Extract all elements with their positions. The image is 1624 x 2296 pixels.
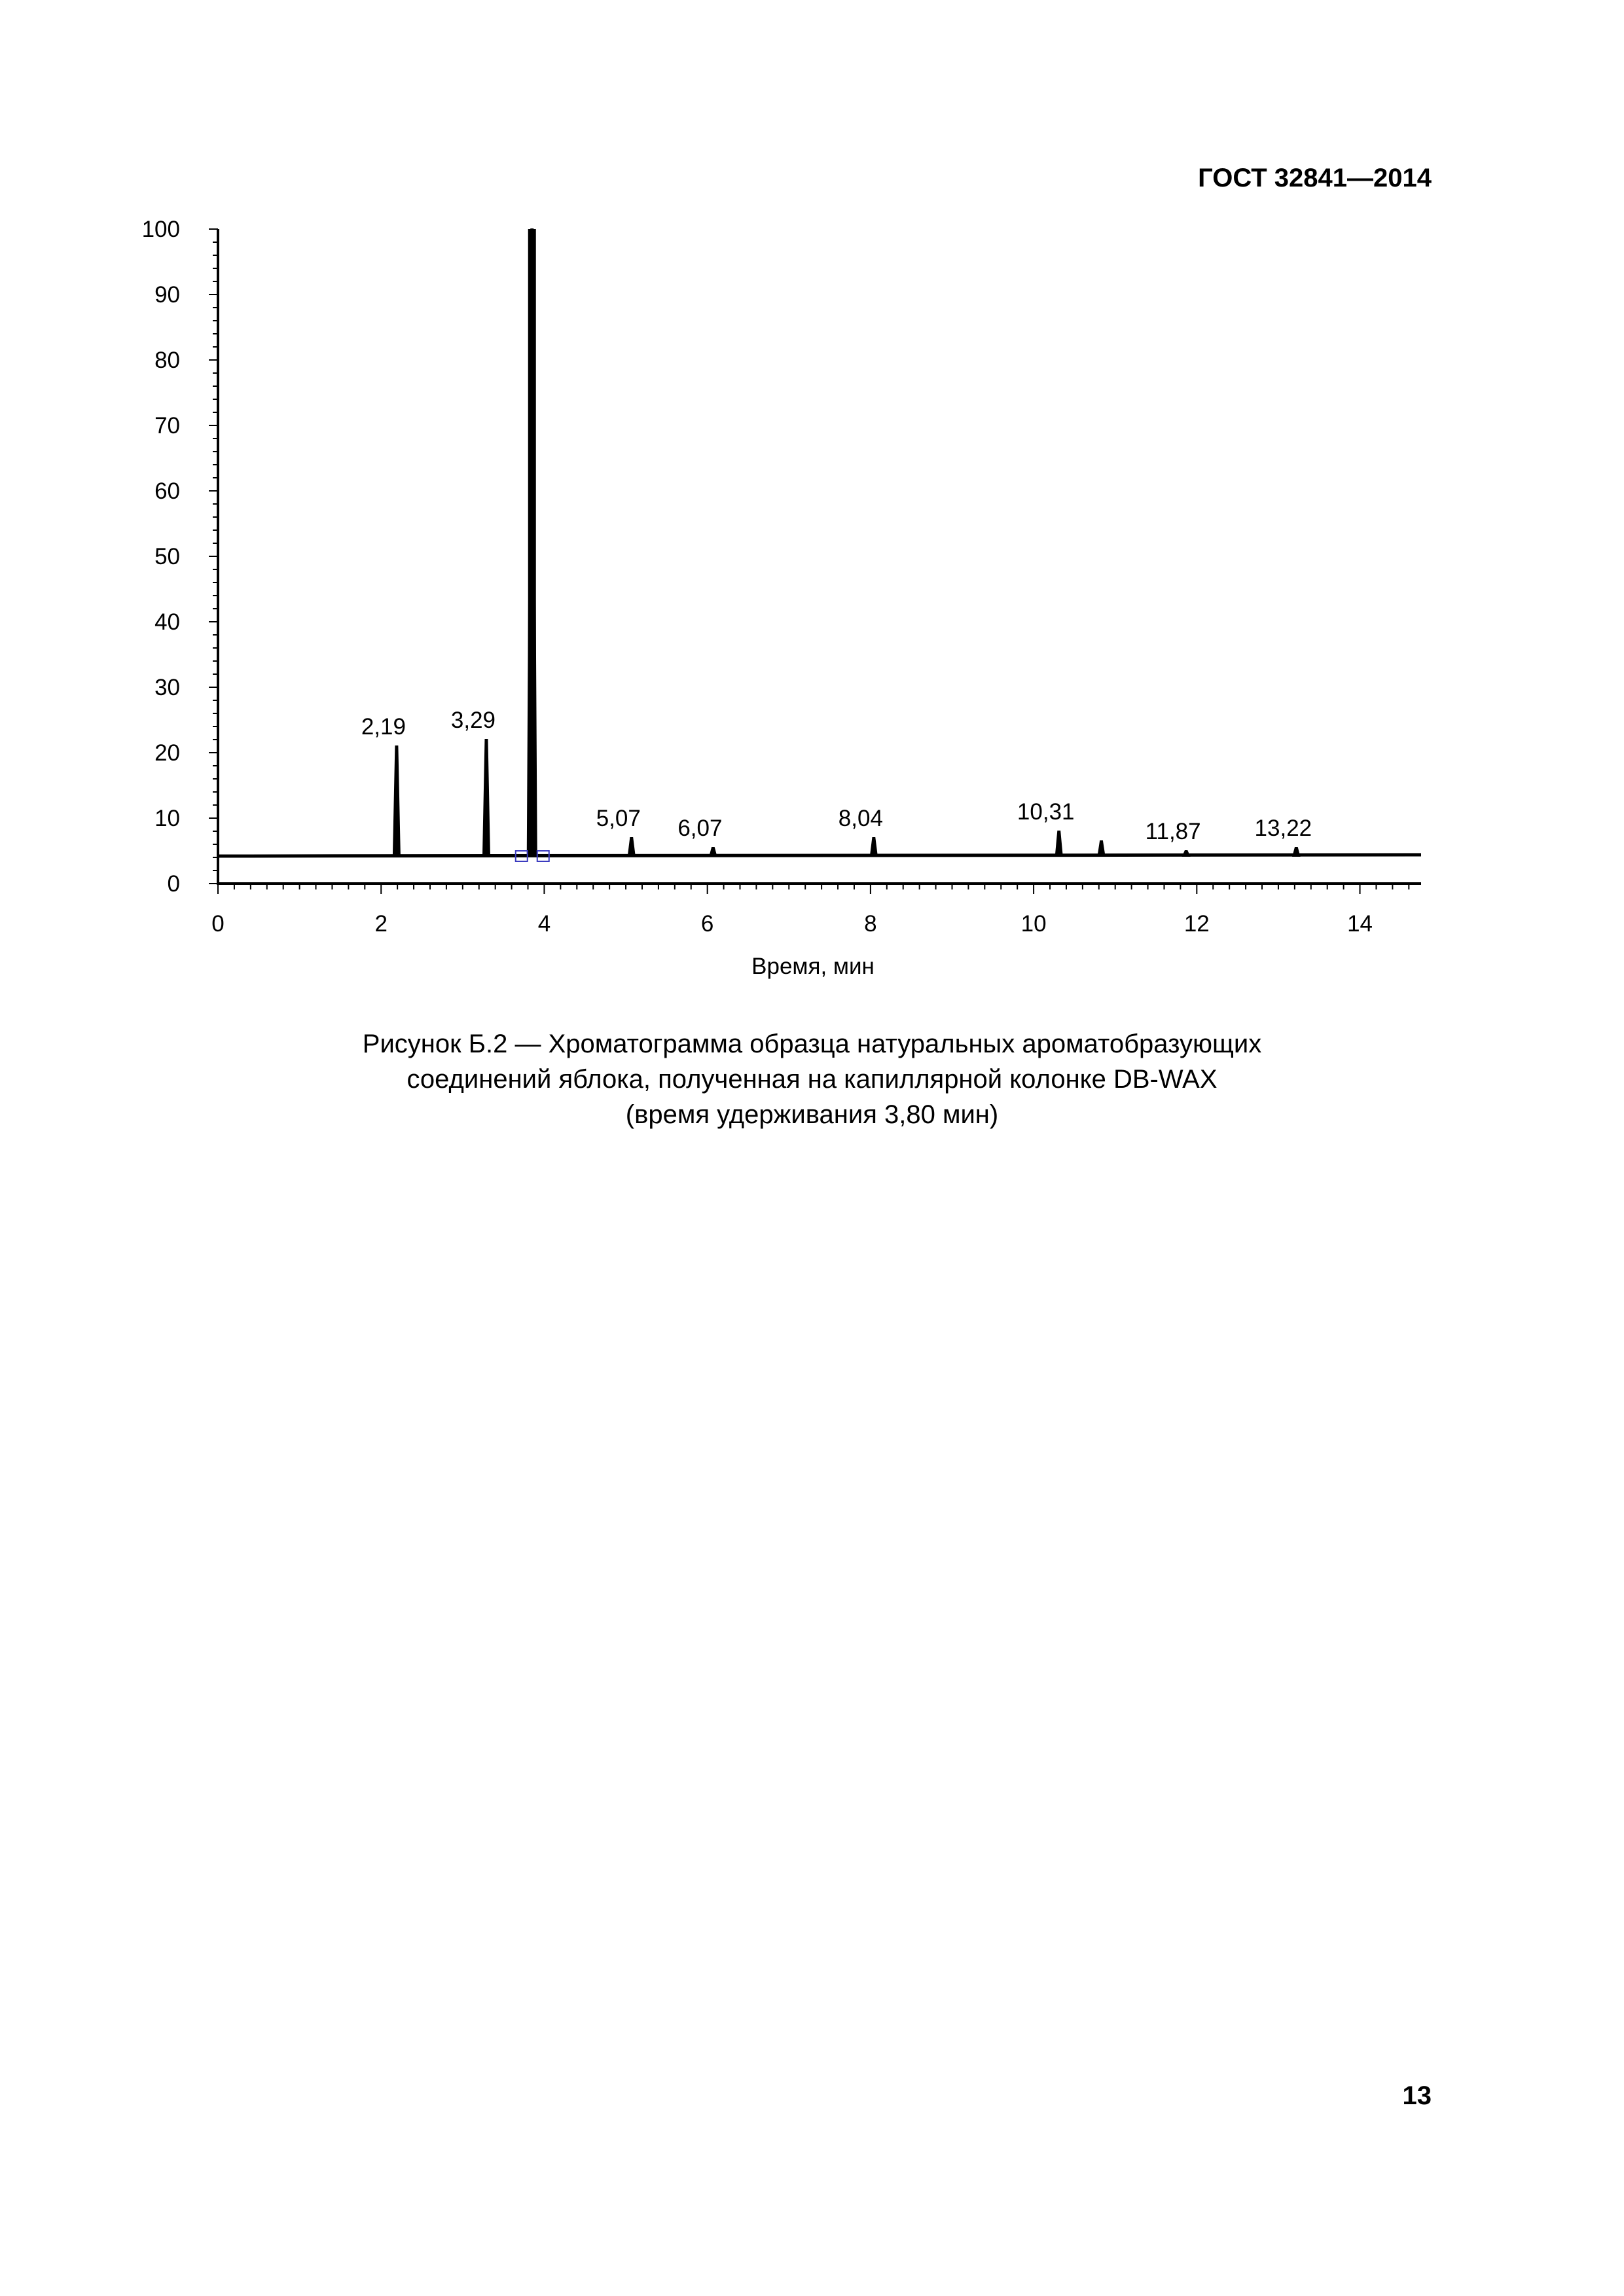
caption-line-1: Рисунок Б.2 — Хроматограмма образца натуральных ароматобразующих — [362, 1030, 1262, 1058]
y-tick-label: 70 — [154, 413, 180, 439]
caption-line-2: соединений яблока, полученная на капиллярной колонке DB-WAX — [406, 1065, 1218, 1094]
peak-label: 8,04 — [838, 806, 883, 831]
y-tick-label: 0 — [167, 871, 180, 897]
peak-7 — [1056, 831, 1062, 856]
figure-caption — [0, 1026, 1624, 1132]
peak-4 — [628, 838, 635, 856]
peak-9 — [1183, 851, 1189, 856]
chromatogram-chart — [0, 0, 1624, 995]
x-tick-label: 12 — [1183, 911, 1210, 937]
y-tick-label: 100 — [141, 217, 180, 242]
y-tick-label: 50 — [154, 544, 180, 569]
peak-label: 10,31 — [1017, 799, 1075, 825]
y-tick-label: 10 — [154, 806, 180, 831]
peak-label: 6,07 — [677, 816, 723, 841]
page-number: 13 — [1402, 2081, 1432, 2110]
y-tick-label: 40 — [154, 609, 180, 635]
peak-2 — [483, 740, 490, 856]
peak-8 — [1098, 841, 1105, 856]
y-tick-label: 60 — [154, 478, 180, 504]
x-tick-label: 2 — [374, 911, 388, 937]
x-tick-label: 4 — [537, 911, 551, 937]
x-axis-label: Время, мин — [751, 954, 875, 979]
y-tick-label: 30 — [154, 675, 180, 700]
x-tick-label: 10 — [1020, 911, 1047, 937]
peak-1 — [393, 746, 400, 856]
y-tick-label: 80 — [154, 348, 180, 373]
y-tick-label: 90 — [154, 282, 180, 308]
y-tick-label: 20 — [154, 740, 180, 766]
standard-header: ГОСТ 32841—2014 — [1198, 164, 1432, 192]
peak-label: 13,22 — [1254, 816, 1312, 841]
peak-label: 3,29 — [450, 708, 496, 733]
peak-label: 2,19 — [361, 714, 406, 740]
x-tick-label: 6 — [700, 911, 714, 937]
peak-10 — [1293, 848, 1299, 856]
peak-5 — [710, 848, 716, 856]
peak-label: 5,07 — [596, 806, 641, 831]
x-tick-label: 8 — [864, 911, 877, 937]
peak-label: 11,87 — [1145, 819, 1201, 844]
x-tick-label: 14 — [1347, 911, 1373, 937]
peak-6 — [871, 838, 877, 856]
x-tick-label: 0 — [211, 911, 225, 937]
caption-line-3: (время удерживания 3,80 мин) — [625, 1100, 999, 1129]
